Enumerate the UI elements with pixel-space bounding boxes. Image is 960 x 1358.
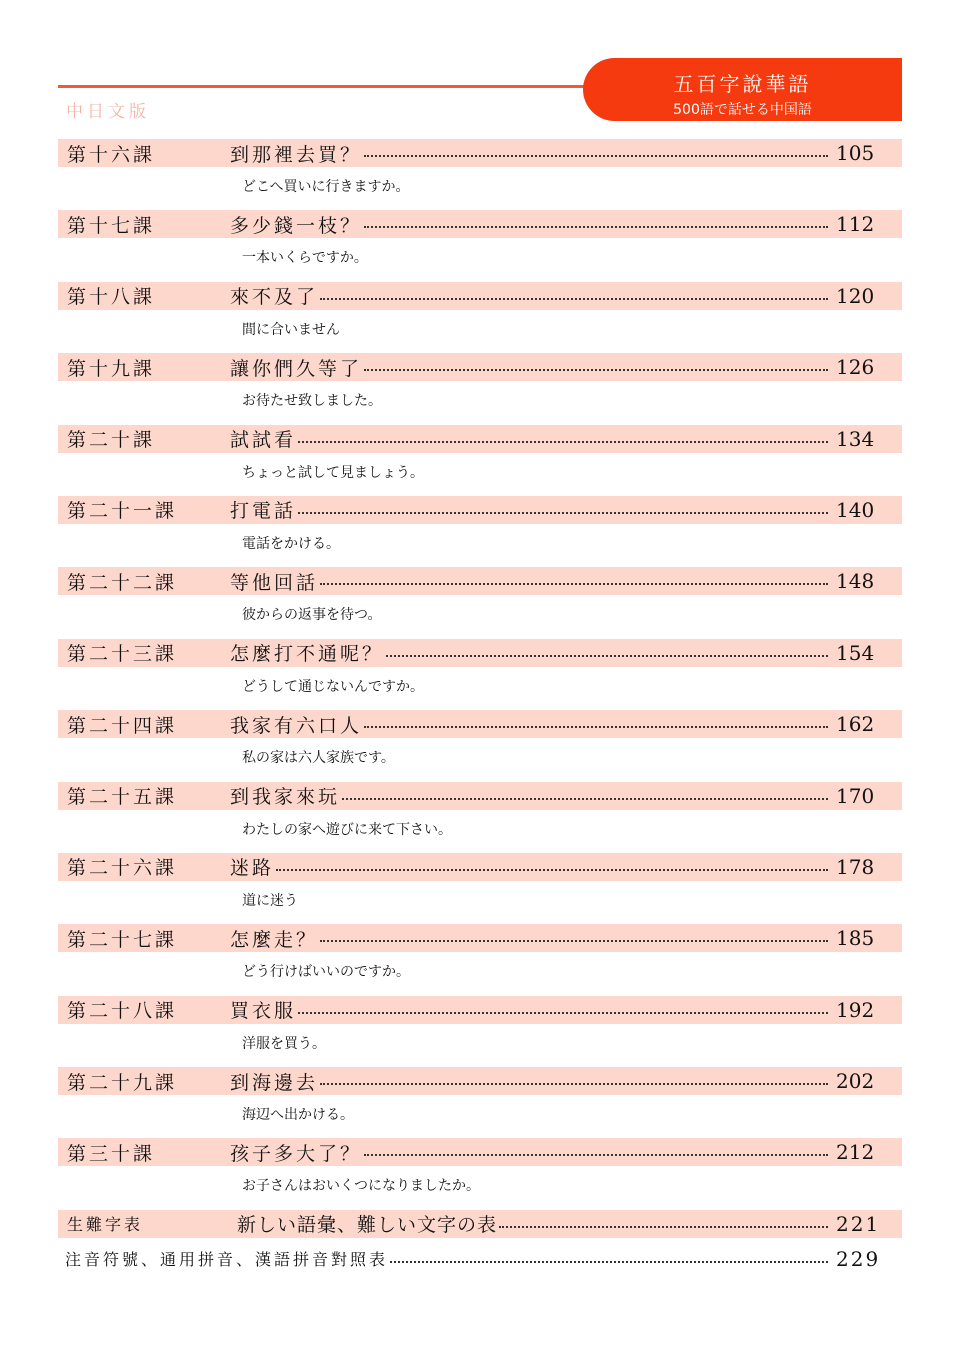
appendix-title: 注音符號、通用拼音、漢語拼音對照表 xyxy=(65,1250,389,1270)
lesson-title: 讓你們久等了 xyxy=(230,357,363,380)
toc-entry-bar[interactable] xyxy=(58,496,902,524)
dot-leader xyxy=(320,583,828,585)
lesson-subtitle: お待たせ致しました。 xyxy=(242,393,382,410)
toc-entry-bar[interactable] xyxy=(58,924,902,952)
page-number: 185 xyxy=(836,926,875,951)
lesson-subtitle: わたしの家へ遊びに来て下さい。 xyxy=(242,821,452,838)
lesson-title: 來不及了 xyxy=(230,286,319,309)
toc-entry[interactable] xyxy=(58,924,902,995)
toc-entry[interactable] xyxy=(58,353,902,424)
lesson-number: 第二十課 xyxy=(67,429,156,452)
edition-label: 中日文版 xyxy=(66,102,150,122)
header-rule xyxy=(58,85,598,88)
dot-leader xyxy=(364,1154,828,1156)
lesson-title: 打電話 xyxy=(230,500,297,523)
lesson-number: 第二十六課 xyxy=(67,857,178,880)
lesson-title: 試試看 xyxy=(230,429,297,452)
dot-leader xyxy=(320,940,828,942)
toc-appendix-phonetics[interactable] xyxy=(58,1245,902,1273)
toc-entry[interactable] xyxy=(58,853,902,924)
lesson-subtitle: 海辺へ出かける。 xyxy=(242,1107,354,1124)
toc-entry[interactable] xyxy=(58,496,902,567)
lesson-title: 買衣服 xyxy=(230,1000,297,1023)
page-number: 212 xyxy=(836,1140,875,1165)
lesson-subtitle: 道に迷う xyxy=(242,892,298,909)
toc-entry-bar[interactable] xyxy=(58,996,902,1024)
lesson-subtitle: 一本いくらですか。 xyxy=(242,250,368,267)
lesson-subtitle: どう行けばいいのですか。 xyxy=(242,964,410,981)
page-number: 154 xyxy=(836,640,875,665)
toc-entry-bar[interactable] xyxy=(58,639,902,667)
toc-entry[interactable] xyxy=(58,210,902,281)
lesson-number: 第十七課 xyxy=(67,214,156,237)
lesson-title: 到我家來玩 xyxy=(230,786,341,809)
lesson-number: 第二十九課 xyxy=(67,1071,178,1094)
appendix-title: 新しい語彙、難しい文字の表 xyxy=(237,1214,498,1237)
lesson-subtitle: 電話をかける。 xyxy=(242,535,340,552)
lesson-title: 到海邊去 xyxy=(230,1071,319,1094)
toc-entry[interactable] xyxy=(58,710,902,781)
dot-leader xyxy=(276,869,828,871)
series-banner xyxy=(583,58,902,121)
lesson-number: 第二十五課 xyxy=(67,786,178,809)
toc-entry[interactable] xyxy=(58,996,902,1067)
toc-entry[interactable] xyxy=(58,567,902,638)
lesson-number: 第二十四課 xyxy=(67,714,178,737)
lesson-title: 多少錢一枝？ xyxy=(230,214,363,237)
series-title: 五百字說華語 xyxy=(673,72,812,96)
page-number: 170 xyxy=(836,783,875,808)
dot-leader xyxy=(499,1226,828,1228)
page-number: 221 xyxy=(836,1211,881,1236)
lesson-subtitle: 洋服を買う。 xyxy=(242,1035,326,1052)
page-number: 140 xyxy=(836,497,875,522)
page-number: 105 xyxy=(836,141,875,165)
lesson-number: 第二十二課 xyxy=(67,571,178,594)
page-number: 229 xyxy=(836,1246,881,1271)
lesson-number: 第二十七課 xyxy=(67,928,178,951)
dot-leader xyxy=(298,441,828,443)
lesson-subtitle: お子さんはおいくつになりましたか。 xyxy=(242,1178,480,1195)
toc-entry-bar[interactable] xyxy=(58,210,902,238)
dot-leader xyxy=(298,1012,828,1014)
dot-leader xyxy=(364,155,828,157)
toc-entry[interactable] xyxy=(58,1138,902,1209)
toc-entry[interactable] xyxy=(58,282,902,353)
lesson-number: 第三十課 xyxy=(67,1142,156,1165)
lesson-title: 等他回話 xyxy=(230,571,319,594)
lesson-subtitle: どこへ買いに行きますか。 xyxy=(242,179,410,195)
toc-entry-bar[interactable] xyxy=(58,282,902,310)
toc-entry-bar[interactable] xyxy=(58,567,902,595)
toc-entry-bar[interactable] xyxy=(58,782,902,810)
toc-entry[interactable] xyxy=(58,425,902,496)
lesson-title: 怎麼打不通呢？ xyxy=(230,643,385,666)
dot-leader xyxy=(342,798,828,800)
lesson-number: 第十九課 xyxy=(67,357,156,380)
dot-leader xyxy=(386,655,828,657)
toc-entry-bar[interactable] xyxy=(58,139,902,167)
toc-entry-bar[interactable] xyxy=(58,853,902,881)
toc-entry-bar[interactable] xyxy=(58,710,902,738)
lesson-subtitle: ちょっと試して見ましょう。 xyxy=(242,464,424,481)
toc-entry-bar[interactable] xyxy=(58,425,902,453)
table-of-contents xyxy=(58,139,902,1273)
dot-leader xyxy=(390,1261,828,1263)
lesson-number: 第二十一課 xyxy=(67,500,178,523)
toc-entry[interactable] xyxy=(58,139,902,210)
page-number: 112 xyxy=(836,212,875,237)
lesson-number: 第十六課 xyxy=(67,143,156,166)
page-number: 162 xyxy=(836,712,875,737)
lesson-title: 孩子多大了？ xyxy=(230,1142,363,1165)
lesson-number: 第二十八課 xyxy=(67,1000,178,1023)
lesson-number: 第十八課 xyxy=(67,286,156,309)
series-subtitle: 500語で話せる中国語 xyxy=(673,102,812,118)
toc-entry[interactable] xyxy=(58,782,902,853)
lesson-subtitle: 間に合いません xyxy=(242,321,340,338)
lesson-title: 怎麼走？ xyxy=(230,928,319,951)
lesson-subtitle: 私の家は六人家族です。 xyxy=(242,750,395,767)
page-number: 178 xyxy=(836,854,875,879)
lesson-title: 迷路 xyxy=(230,857,275,880)
dot-leader xyxy=(320,1083,828,1085)
lesson-subtitle: どうして通じないんですか。 xyxy=(242,678,424,695)
toc-entry-bar[interactable] xyxy=(58,1067,902,1095)
page-number: 148 xyxy=(836,569,875,594)
lesson-title: 到那裡去買？ xyxy=(230,143,363,166)
dot-leader xyxy=(320,298,828,300)
lesson-title: 我家有六口人 xyxy=(230,714,363,737)
appendix-label: 生難字表 xyxy=(67,1215,144,1235)
dot-leader xyxy=(364,726,828,728)
page-number: 134 xyxy=(836,426,875,451)
toc-entry-bar[interactable] xyxy=(58,1138,902,1166)
toc-entry[interactable] xyxy=(58,639,902,710)
lesson-subtitle: 彼からの返事を待つ。 xyxy=(242,607,382,624)
toc-entry[interactable] xyxy=(58,1067,902,1138)
lesson-number: 第二十三課 xyxy=(67,643,178,666)
page-number: 120 xyxy=(836,283,875,308)
page-number: 202 xyxy=(836,1069,875,1094)
dot-leader xyxy=(364,226,828,228)
page-number: 126 xyxy=(836,355,875,380)
page-number: 192 xyxy=(836,997,875,1022)
dot-leader xyxy=(364,369,828,371)
dot-leader xyxy=(298,512,828,514)
toc-appendix-vocab[interactable] xyxy=(58,1210,902,1238)
toc-entry-bar[interactable] xyxy=(58,353,902,381)
